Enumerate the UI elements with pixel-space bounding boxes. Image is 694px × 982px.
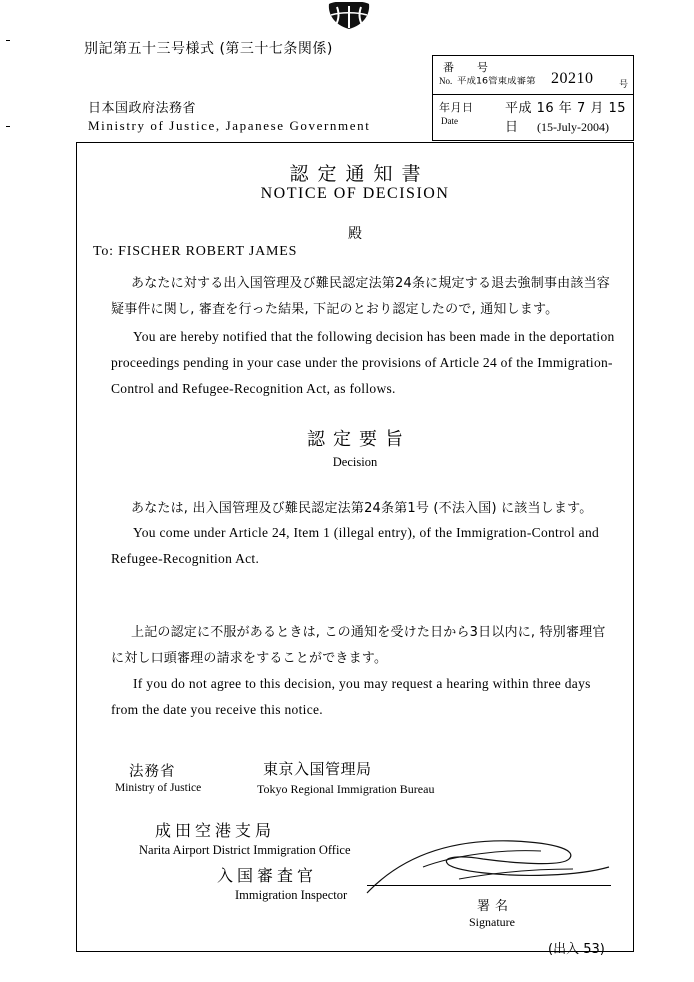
honorific-jp: 殿 [348,226,362,242]
number-stamp-text: 平成16管東成審第 [457,76,536,87]
office-label-jp: 成田空港支局 [155,821,276,840]
body-paragraph-en-2: You come under Article 24, Item 1 (illegal entry), of the Immigration-Control and Refugee-Recognition Act. [111,525,600,566]
number-label-en: No. [439,76,453,86]
number-label-jp: 番 号 [443,61,494,74]
addressee-name: To: FISCHER ROBERT JAMES [93,244,298,259]
body-paragraph-jp-1: あなたに対する出入国管理及び難民認定法第24条に規定する退去強制事由該当容疑事件に関し, 審査を行った結果, 下記のとおり認定したので, 通知します。 [111,276,610,317]
date-label-jp: 年月日 [439,101,474,114]
ministry-label-jp: 法務省 [129,764,176,780]
government-emblem-icon [326,2,372,30]
date-label-en: Date [441,116,458,126]
form-number: 別記第五十三号様式 (第三十七条関係) [84,41,333,57]
scan-artifact-tick [6,126,10,127]
issuer-name-en: Ministry of Justice, Japanese Government [88,118,371,133]
date-value-en: (15-July-2004) [537,120,609,134]
inspector-label-jp: 入国審査官 [217,866,318,885]
bureau-label-en: Tokyo Regional Immigration Bureau [257,782,435,796]
date-value-jp: 平成 16 年 7 月 15 日 [505,101,627,135]
signature-label-en: Signature [469,915,515,929]
notice-title-jp: 認定通知書 [289,163,430,185]
signature-line [367,885,611,886]
notice-title-en: NOTICE OF DECISION [260,185,450,202]
ministry-label-en: Ministry of Justice [115,782,202,794]
body-paragraph-jp-2: あなたは, 出入国管理及び難民認定法第24条第1号 (不法入国) に該当します。 [131,501,593,516]
body-paragraph-en-1: You are hereby notified that the following decision has been made in the deportation proceedings pending in your case under the provisions of Article 24 of the Immigration-Control and Refugee-Recognition Act, as follows. [111,329,615,396]
bureau-label-jp: 東京入国管理局 [263,760,372,778]
number-value: 20210 [551,70,594,87]
section-title-jp: 認定要旨 [307,429,411,450]
inspector-label-en: Immigration Inspector [235,888,348,902]
number-suffix-label: 号 [619,80,629,90]
handwritten-signature [363,833,613,903]
body-paragraph-jp-3: 上記の認定に不服があるときは, この通知を受けた日から3日以内に, 特別審理官に対し口頭審理の請求をすることができます。 [111,625,606,666]
number-date-box [432,55,634,141]
office-label-en: Narita Airport District Immigration Office [139,843,351,857]
scan-artifact-tick [6,40,10,41]
footer-form-code: (出入 53) [548,942,605,957]
issuer-name-jp: 日本国政府法務省 [88,101,197,116]
numbox-divider [433,94,633,95]
section-title-en: Decision [332,455,378,469]
signature-label-jp: 署名 [477,899,514,914]
notice-body-frame [76,142,634,952]
body-paragraph-en-3: If you do not agree to this decision, you may request a hearing within three days from the date you receive this notice. [111,676,591,717]
